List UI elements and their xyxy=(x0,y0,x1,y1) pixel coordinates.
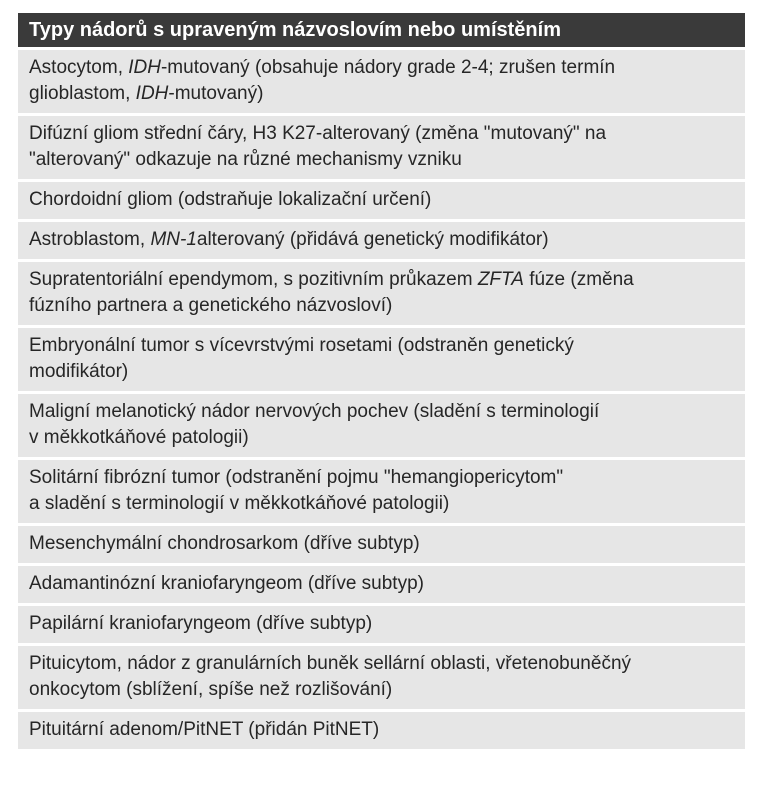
text-segment: modifikátor) xyxy=(29,361,129,382)
text-segment: Mesenchymální chondrosarkom (dříve subtyp) xyxy=(29,533,420,554)
row-text-line xyxy=(29,293,735,319)
text-segment: fúze (změna xyxy=(523,269,634,290)
row-text-line xyxy=(29,121,735,147)
text-segment: Solitární fibrózní tumor (odstranění pojmu "hemangiopericytom" xyxy=(29,467,564,488)
text-segment: v měkkotkáňové patologii) xyxy=(29,427,249,448)
table-row xyxy=(18,391,745,457)
row-text-line xyxy=(29,571,735,597)
text-segment: Adamantinózní kraniofaryngeom (dříve subtyp) xyxy=(29,573,424,594)
text-segment: -mutovaný (obsahuje nádory grade 2-4; zrušen termín xyxy=(160,57,616,78)
text-segment: fúzního partnera a genetického názvosloví) xyxy=(29,295,393,316)
row-text-line xyxy=(29,81,735,107)
table-body xyxy=(18,47,745,749)
table-row xyxy=(18,113,745,179)
text-segment: glioblastom, xyxy=(29,83,136,104)
table-row xyxy=(18,603,745,643)
row-text-line xyxy=(29,187,735,213)
table-row xyxy=(18,219,745,259)
row-text-line xyxy=(29,677,735,703)
text-segment: Papilární kraniofaryngeom (dříve subtyp) xyxy=(29,613,373,634)
table-row xyxy=(18,259,745,325)
row-text-line xyxy=(29,425,735,451)
text-segment: -mutovaný) xyxy=(168,83,264,104)
row-text-line xyxy=(29,359,735,385)
text-segment: Embryonální tumor s vícevrstvými rosetami (odstraněn genetický xyxy=(29,335,574,356)
row-text-line xyxy=(29,147,735,173)
table-row xyxy=(18,179,745,219)
text-segment: Pituitární adenom/PitNET (přidán PitNET) xyxy=(29,719,380,740)
italic-gene-term: MN-1 xyxy=(150,229,197,250)
row-text-line xyxy=(29,717,735,743)
table-row xyxy=(18,47,745,113)
italic-gene-term: IDH xyxy=(128,57,161,78)
row-text-line xyxy=(29,55,735,81)
row-text-line xyxy=(29,465,735,491)
text-segment: Pituicytom, nádor z granulárních buněk sellární oblasti, vřetenobuněčný xyxy=(29,653,632,674)
text-segment: Supratentoriální ependymom, s pozitivním průkazem xyxy=(29,269,478,290)
table-row xyxy=(18,457,745,523)
row-text-line xyxy=(29,491,735,517)
row-text-line xyxy=(29,333,735,359)
table-header: Typy nádorů s upraveným názvoslovím nebo umístěním xyxy=(18,13,745,47)
text-segment: Chordoidní gliom (odstraňuje lokalizační určení) xyxy=(29,189,432,210)
table-row xyxy=(18,563,745,603)
text-segment: "alterovaný" odkazuje na různé mechanismy vzniku xyxy=(29,149,462,170)
row-text-line xyxy=(29,531,735,557)
italic-gene-term: ZFTA xyxy=(477,269,524,290)
table-row xyxy=(18,709,745,749)
text-segment: onkocytom (sblížení, spíše než rozlišování) xyxy=(29,679,393,700)
row-text-line xyxy=(29,227,735,253)
text-segment: a sladění s terminologií v měkkotkáňové patologii) xyxy=(29,493,450,514)
text-segment: alterovaný (přidává genetický modifikátor) xyxy=(196,229,549,250)
italic-gene-term: IDH xyxy=(135,83,169,104)
text-segment: Astroblastom, xyxy=(29,229,151,250)
row-text-line xyxy=(29,399,735,425)
row-text-line xyxy=(29,611,735,637)
tumor-types-table xyxy=(18,13,745,749)
row-text-line xyxy=(29,651,735,677)
table-row xyxy=(18,643,745,709)
row-text-line xyxy=(29,267,735,293)
table-row xyxy=(18,523,745,563)
text-segment: Difúzní gliom střední čáry, H3 K27-alterovaný (změna "mutovaný" na xyxy=(29,123,607,144)
text-segment: Maligní melanotický nádor nervových pochev (sladění s terminologií xyxy=(29,401,600,422)
text-segment: Astocytom, xyxy=(29,57,129,78)
table-row xyxy=(18,325,745,391)
